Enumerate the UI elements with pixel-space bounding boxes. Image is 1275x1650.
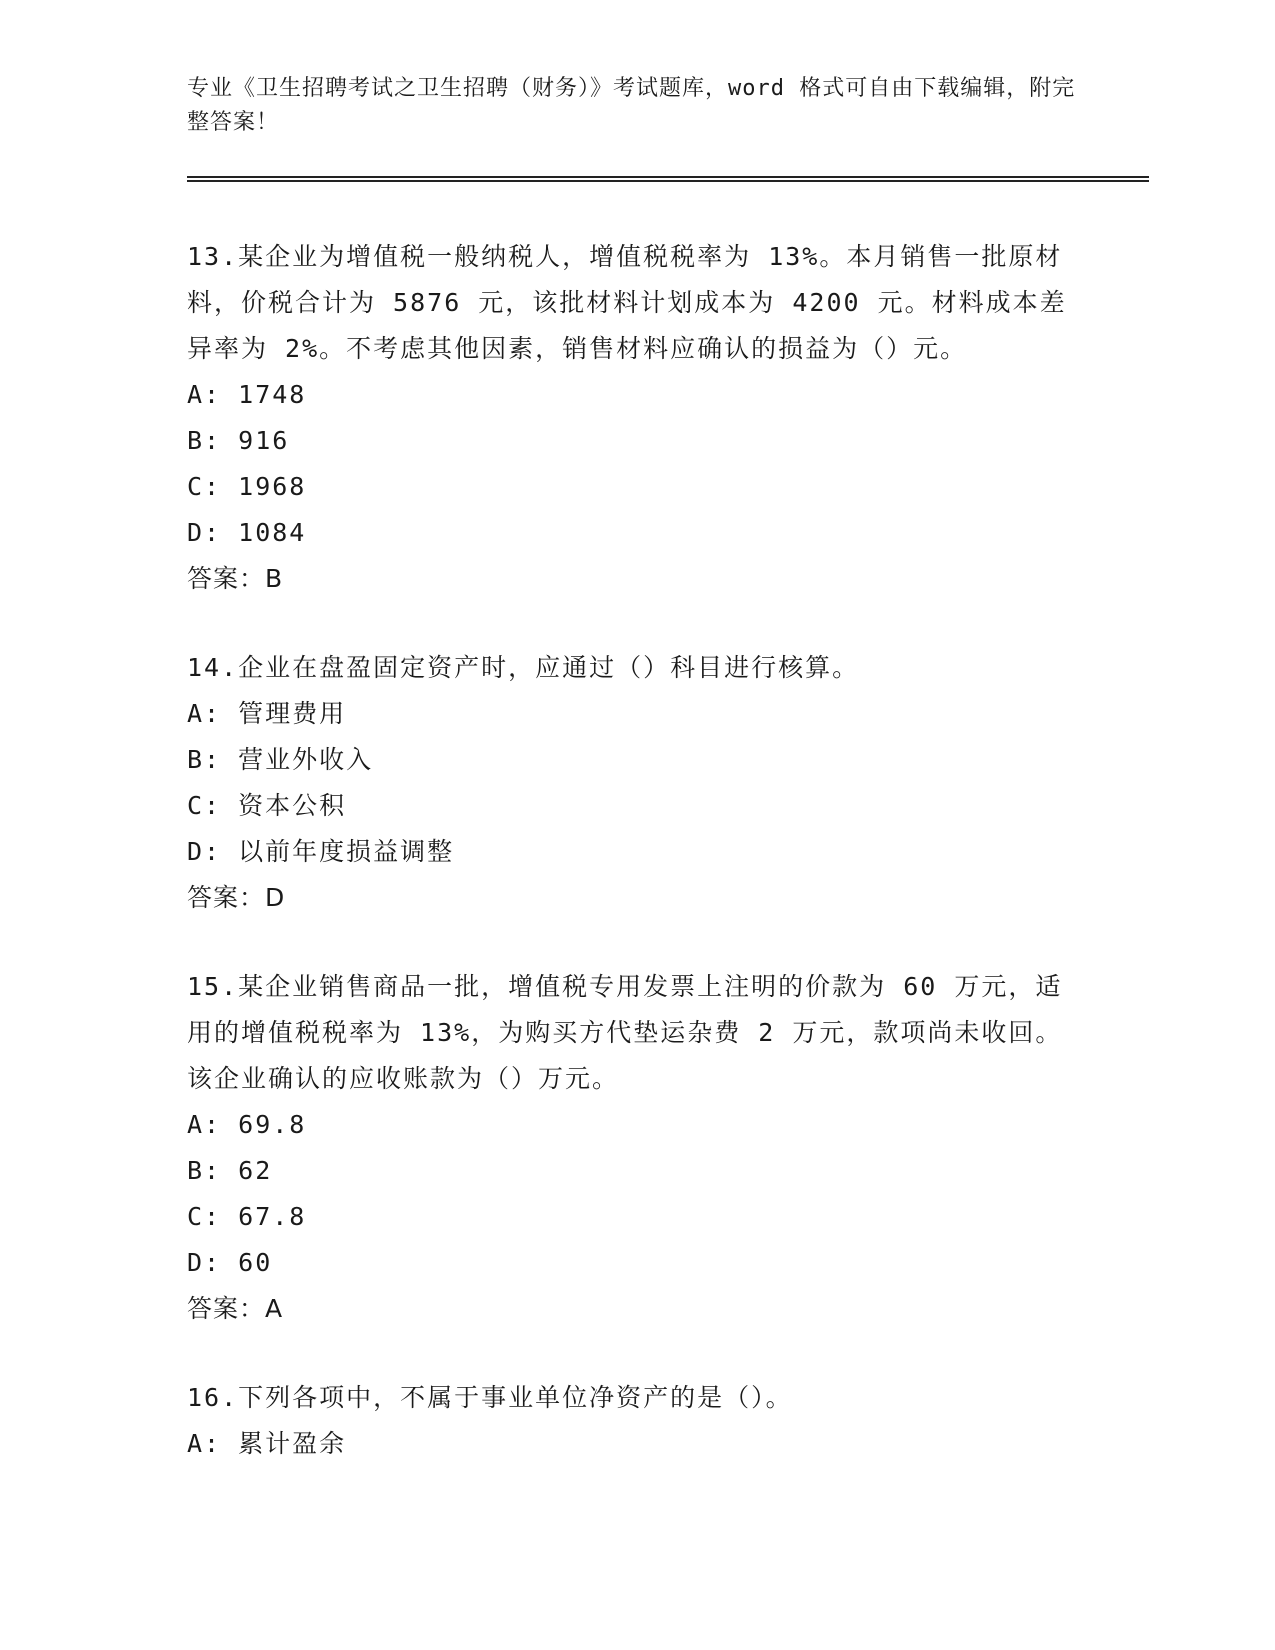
header-divider (187, 176, 1149, 182)
question-stem: 16.下列各项中，不属于事业单位净资产的是（）。 (187, 1383, 793, 1412)
option-list (187, 1102, 1087, 1286)
option-c: C: 67.8 (187, 1202, 307, 1231)
question-15 (187, 964, 1087, 1332)
answer-line: 答案：B (187, 564, 284, 593)
page-header: 专业《卫生招聘考试之卫生招聘（财务）》考试题库，word 格式可自由下载编辑，附完整答案！ (187, 76, 1076, 135)
answer-line: 答案：A (187, 1294, 284, 1323)
question-14 (187, 645, 1087, 921)
option-a: A: 累计盈余 (187, 1429, 347, 1458)
question-13 (187, 234, 1087, 602)
option-b: B: 916 (187, 426, 290, 455)
question-16 (187, 1375, 1087, 1467)
question-stem: 14.企业在盘盈固定资产时，应通过（）科目进行核算。 (187, 653, 860, 682)
option-c: C: 资本公积 (187, 791, 347, 820)
option-list (187, 1421, 1087, 1467)
option-d: D: 60 (187, 1248, 273, 1277)
option-b: B: 62 (187, 1156, 273, 1185)
option-a: A: 管理费用 (187, 699, 347, 728)
question-stem: 13.某企业为增值税一般纳税人，增值税税率为 13%。本月销售一批原材料，价税合计为 5876 元，该批材料计划成本为 4200 元。材料成本差异率为 2%。不考虑其他因素，销售材料应确认的损益为（）元。 (187, 242, 1067, 363)
answer-line: 答案：D (187, 883, 286, 912)
question-stem: 15.某企业销售商品一批，增值税专用发票上注明的价款为 60 万元，适用的增值税税率为 13%，为购买方代垫运杂费 2 万元，款项尚未收回。该企业确认的应收账款为（）万元。 (187, 972, 1063, 1093)
option-a: A: 1748 (187, 380, 307, 409)
option-b: B: 营业外收入 (187, 745, 374, 774)
option-a: A: 69.8 (187, 1110, 307, 1139)
option-d: D: 1084 (187, 518, 307, 547)
option-list (187, 691, 1087, 875)
option-list (187, 372, 1087, 556)
option-c: C: 1968 (187, 472, 307, 501)
option-d: D: 以前年度损益调整 (187, 837, 455, 866)
